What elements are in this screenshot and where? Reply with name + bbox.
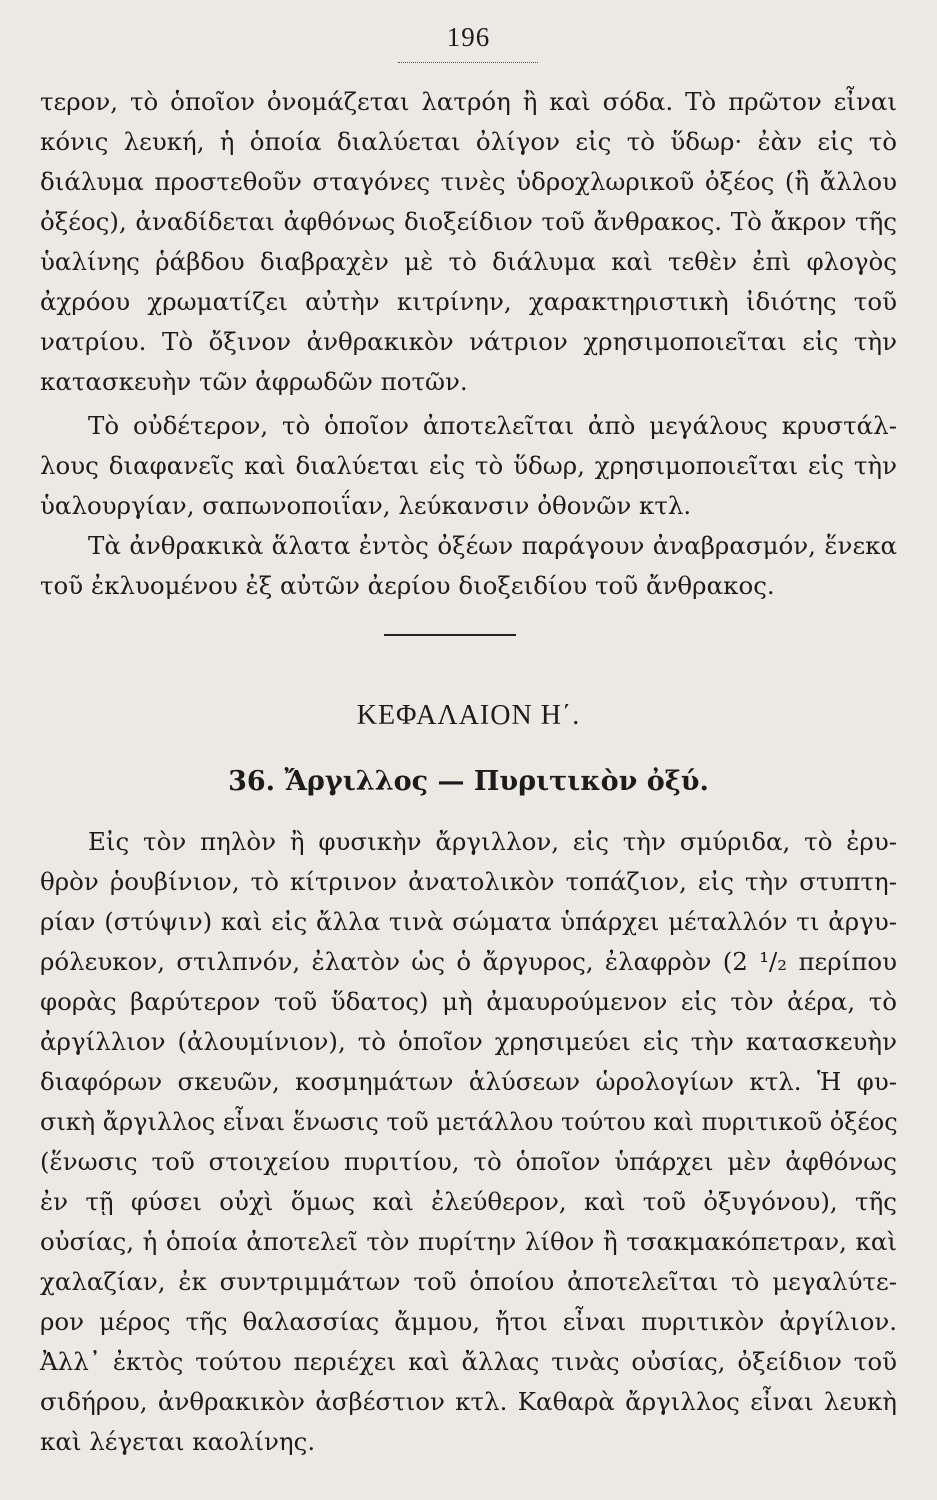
- section-divider: [384, 634, 516, 636]
- text-line: Τὰ ἀνθρακικὰ ἅλατα ἐντὸς ὀξέων παράγουν ἀναβρασμόν, ἕνεκα: [88, 531, 897, 560]
- text-line: διαφόρων σκευῶν, κοσμημάτων ἁλύσεων ὡρολογίων κτλ. Ἡ φυ-: [40, 1067, 897, 1096]
- text-line: διάλυμα προστεθοῦν σταγόνες τινὲς ὑδροχλωρικοῦ ὀξέος (ἢ ἄλλου: [40, 167, 897, 196]
- text-line: ἀχρόου χρωματίζει αὐτὴν κιτρίνην, χαρακτηριστικὴ ἰδιότης τοῦ: [40, 287, 897, 316]
- text-line: (ἕνωσις τοῦ στοιχείου πυριτίου, τὸ ὁποῖον ὑπάρχει μὲν ἀφθόνως: [40, 1147, 897, 1176]
- text-line: Ἀλλ᾽ ἐκτὸς τούτου περιέχει καὶ ἄλλας τινὰς οὐσίας, ὀξείδιον τοῦ: [40, 1347, 897, 1376]
- text-line: ὀξέος), ἀναδίδεται ἀφθόνως διοξείδιον τοῦ ἄνθρακος. Τὸ ἄκρον τῆς: [40, 207, 897, 236]
- text-line: Τὸ οὐδέτερον, τὸ ὁποῖον ἀποτελεῖται ἀπὸ μεγάλους κρυστάλ-: [88, 411, 897, 440]
- page-number: 196: [446, 22, 491, 52]
- text-line: ὑαλουργίαν, σαπωνοποιΐαν, λεύκανσιν ὀθονῶν κτλ.: [40, 491, 692, 520]
- text-line: τερον, τὸ ὁποῖον ὀνομάζεται λατρόη ἢ καὶ σόδα. Τὸ πρῶτον εἶναι: [40, 87, 897, 116]
- text-line: οὐσίας, ἡ ὁποία ἀποτελεῖ τὸν πυρίτην λίθον ἢ τσακμακόπετραν, καὶ: [40, 1227, 897, 1256]
- text-line: σιδήρου, ἀνθρακικὸν ἀσβέστιον κτλ. Καθαρὰ ἄργιλλος εἶναι λευκὴ: [40, 1387, 897, 1416]
- chapter-title: ΚΕΦΑΛΑΙΟΝ Η΄.: [356, 700, 581, 731]
- text-line: ρίαν (στύψιν) καὶ εἰς ἄλλα τινὰ σώματα ὑπάρχει μέταλλόν τι ἀργυ-: [40, 907, 897, 936]
- text-line: καὶ λέγεται καολίνης.: [40, 1427, 316, 1456]
- text-line: ἐν τῇ φύσει οὐχὶ ὅμως καὶ ἐλεύθερον, καὶ τοῦ ὀξυγόνου), τῆς: [40, 1187, 897, 1216]
- text-line: ἀργίλλιον (ἀλουμίνιον), τὸ ὁποῖον χρησιμεύει εἰς τὴν κατασκευὴν: [40, 1027, 897, 1056]
- text-line: σικὴ ἄργιλλος εἶναι ἕνωσις τοῦ μετάλλου τούτου καὶ πυριτικοῦ ὀξέος: [40, 1108, 898, 1136]
- text-line: ρον μέρος τῆς θαλασσίας ἄμμου, ἤτοι εἶναι πυριτικὸν ἀργίλιον.: [40, 1307, 897, 1336]
- text-line: φορὰς βαρύτερον τοῦ ὕδατος) μὴ ἀμαυρούμενον εἰς τὸν ἀέρα, τὸ: [40, 987, 897, 1016]
- text-line: κατασκευὴν τῶν ἀφρωδῶν ποτῶν.: [40, 367, 468, 396]
- section-title: 36. Ἄργιλλος — Πυριτικὸν ὀξύ.: [228, 766, 709, 797]
- text-line: ὑαλίνης ῥάβδου διαβραχὲν μὲ τὸ διάλυμα καὶ τεθὲν ἐπὶ φλογὸς: [40, 247, 897, 276]
- text-line: τοῦ ἐκλυομένου ἐξ αὐτῶν ἀερίου διοξειδίου τοῦ ἄνθρακος.: [40, 571, 775, 600]
- text-line: θρὸν ῥουβίνιον, τὸ κίτρινον ἀνατολικὸν τοπάζιον, εἰς τὴν στυπτη-: [40, 867, 897, 896]
- page-number-rule: [398, 62, 538, 63]
- text-line: κόνις λευκή, ἡ ὁποία διαλύεται ὀλίγον εἰς τὸ ὕδωρ· ἐὰν εἰς τὸ: [40, 127, 897, 156]
- text-line: ρόλευκον, στιλπνόν, ἐλατὸν ὡς ὁ ἄργυρος, ἐλαφρὸν (2 ¹/₂ περίπου: [40, 947, 897, 976]
- text-line: χαλαζίαν, ἐκ συντριμμάτων τοῦ ὁποίου ἀποτελεῖται τὸ μεγαλύτε-: [40, 1267, 897, 1296]
- text-line: Εἰς τὸν πηλὸν ἢ φυσικὴν ἄργιλλον, εἰς τὴν σμύριδα, τὸ ἐρυ-: [88, 827, 897, 856]
- text-line: λους διαφανεῖς καὶ διαλύεται εἰς τὸ ὕδωρ, χρησιμοποιεῖται εἰς τὴν: [40, 451, 897, 480]
- text-line: νατρίου. Τὸ ὄξινον ἀνθρακικὸν νάτριον χρησιμοποιεῖται εἰς τὴν: [40, 327, 897, 356]
